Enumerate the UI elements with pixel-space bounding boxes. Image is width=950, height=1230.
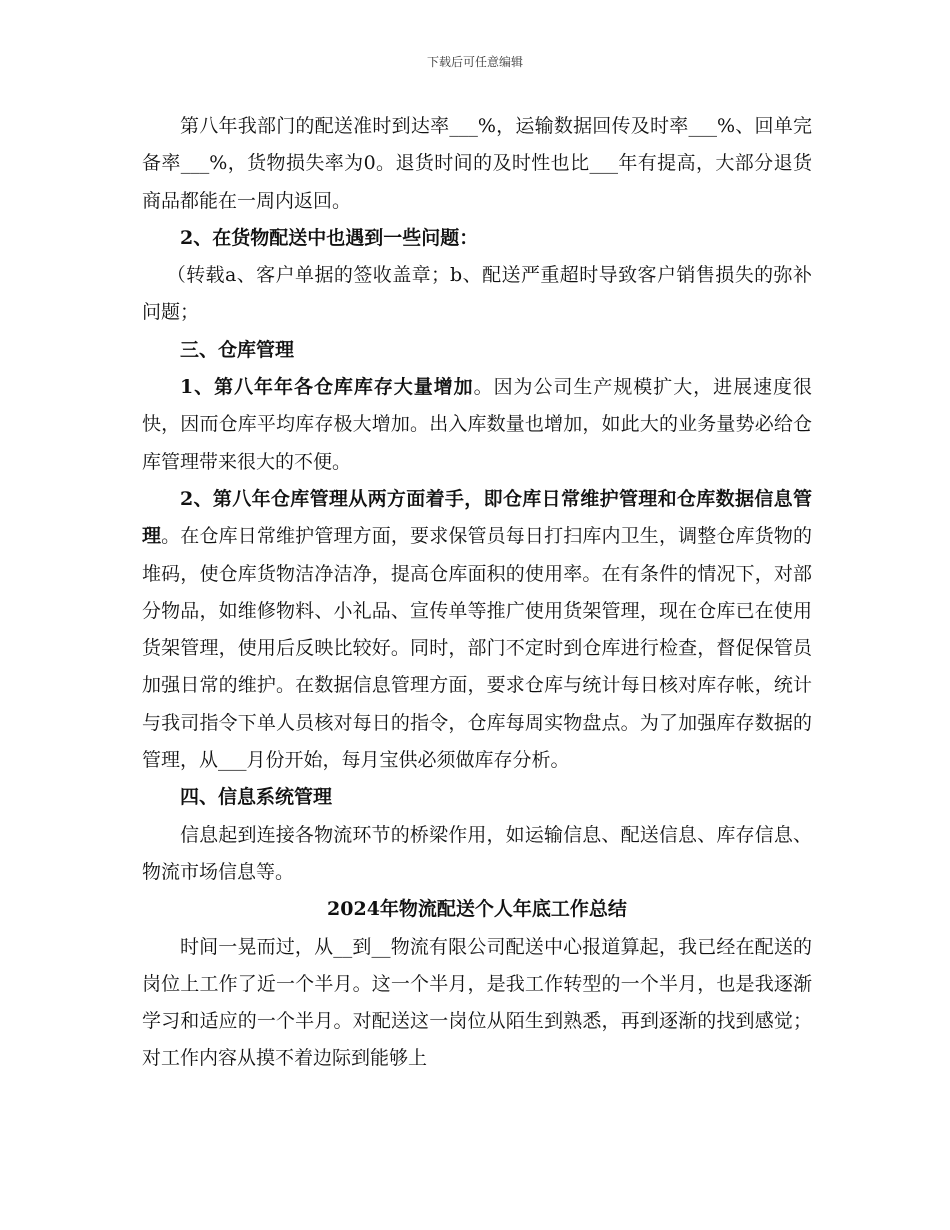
paragraph-warehouse-approach-text: 。在仓库日常维护管理方面，要求保管员每日打扫库内卫生，调整仓库货物的堆码，使仓库货物洁净洁净，提高仓库面积的使用率。在有条件的情况下，对部分物品，如维修物料、小礼品、宣传单等推广使用货架管理，现在仓库已在使用货架管理，使用后反映比较好。同时，部门不定时到仓库进行检查，督促保管员加强日常的维护。在数据信息管理方面，要求仓库与统计每日核对库存帐，统计与我司指令下单人员核对每日的指令，仓库每周实物盘点。为了加强库存数据的管理，从___月份开始，每月宝供必须做库存分析。 <box>142 525 812 772</box>
page-header-note: 下载后可任意编辑 <box>426 55 523 69</box>
paragraph-warehouse-inventory-lead: 1、第八年年各仓库库存大量增加 <box>180 376 474 399</box>
paragraph-delivery-rates: 第八年我部门的配送准时到达率___%，运输数据回传及时率___%、回单完备率___%，货物损失率为0。退货时间的及时性也比___年有提高，大部分退货商品都能在一周内返回。 <box>142 115 812 212</box>
heading-warehouse-management: 三、仓库管理 <box>180 338 295 361</box>
paragraph-warehouse-inventory <box>142 369 812 481</box>
paragraph-information-role: 信息起到连接各物流环节的桥梁作用，如运输信息、配送信息、库存信息、物流市场信息等。 <box>142 823 812 883</box>
heading-information-system: 四、信息系统管理 <box>180 786 333 809</box>
document-title: 2024年物流配送个人年底工作总结 <box>327 898 627 921</box>
paragraph-warehouse-approach-lead: 2、第八年仓库管理从两方面着手，即仓库日常维护管理和仓库数据信息管理 <box>142 487 812 548</box>
heading-delivery-problems: 2、在货物配送中也遇到一些问题： <box>180 226 479 249</box>
paragraph-warehouse-approach <box>142 481 812 779</box>
document-body <box>142 108 812 1078</box>
paragraph-warehouse-inventory-text: 。因为公司生产规模扩大，进展速度很快，因而仓库平均库存极大增加。出入库数量也增加，如此大的业务量势必给仓库管理带来很大的不便。 <box>142 376 812 473</box>
paragraph-problems-list: （转载a、客户单据的签收盖章；b、配送严重超时导致客户销售损失的弥补问题； <box>142 264 812 324</box>
paragraph-summary-intro: 时间一晃而过，从__到__物流有限公司配送中心报道算起，我已经在配送的岗位上工作了近一个半月。这一个半月，是我工作转型的一个半月，也是我逐渐学习和适应的一个半月。对配送这一岗位从陌生到熟悉，再到逐渐的找到感觉；对工作内容从摸不着边际到能够上 <box>142 935 812 1070</box>
